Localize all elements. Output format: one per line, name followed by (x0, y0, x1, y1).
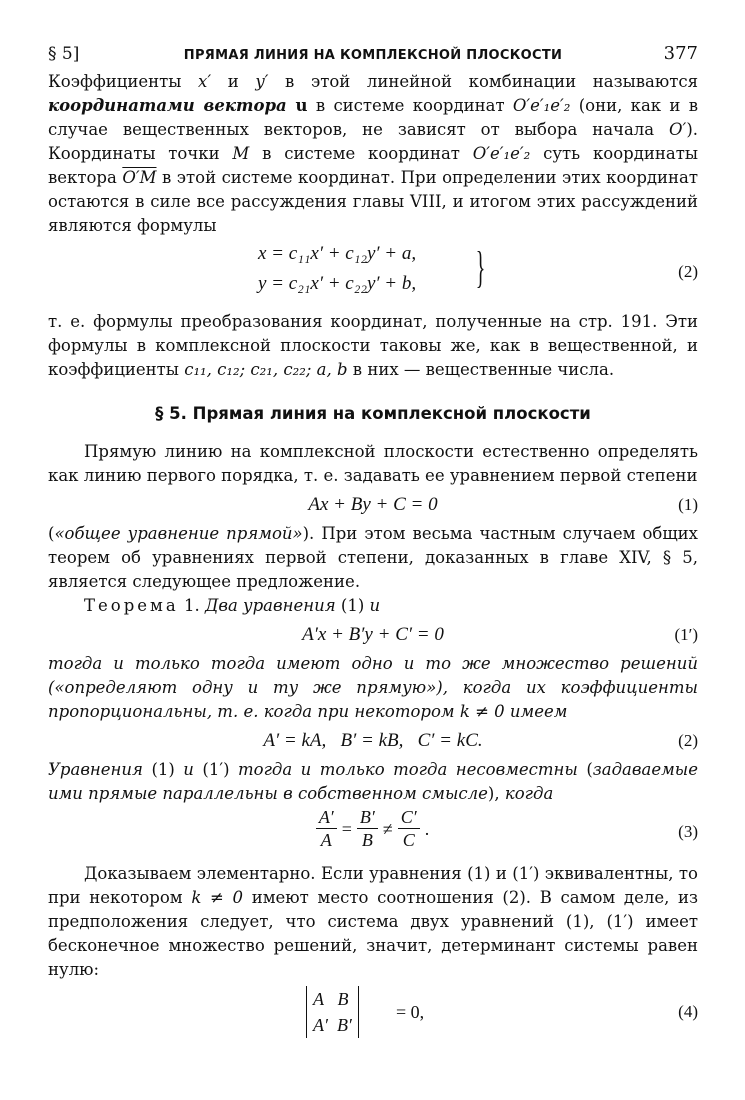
determinant: A B A′ B′ (306, 986, 359, 1038)
equation-2 (48, 724, 698, 758)
page-number: 377 (663, 43, 698, 64)
fraction: $\frac{A'}{A}$ (316, 806, 337, 851)
system-line-1: x = c₁₁x′ + c₁₂y′ + a, (258, 243, 417, 264)
equation-system-2 (48, 240, 698, 304)
system-line-2: y = c₂₁x′ + c₂₂y′ + b, (258, 273, 417, 294)
paragraph-definition: Прямую линию на комплексной плоскости естественно определять как линию первого порядка, т. е. задавать ее уравнением первой степени (48, 442, 698, 485)
paragraph-proof: Доказываем элементарно. Если уравнения (1) и (1′) эквивалентны, то при некотором k ≠ 0 имеют место соотношения (2). В самом деле, из предположения следует, что система двух уравнений (1), (1′) имеет бесконечное множество решений, значит, детерминант системы равен нулю: (48, 864, 699, 979)
equation-number: (1) (678, 495, 698, 514)
equals-zero: = 0, (396, 1002, 425, 1022)
equation-number: (4) (678, 1002, 698, 1021)
paragraph-general-equation: («общее уравнение прямой»). При этом весьма частным случаем общих теорем об уравнениях первой степени, доказанных в главе XIV, § 5, является следующее предложение. (48, 524, 698, 591)
equation-text: A′x + B′y + C′ = 0 (302, 624, 444, 645)
theorem-label: Теорема (84, 596, 179, 615)
equation-number: (3) (678, 822, 698, 841)
book-page (48, 30, 698, 1080)
paragraph-coordinates: Коэффициенты x′ и y′ в этой линейной комбинации называются координатами вектора u в системе координат O′e′₁e′₂ (они, как и в случае вещественных векторов, не зависят от выбора начала O′). Координаты точки M в системе координат O′e′₁e′₂ суть координаты вектора O′M в этой системе координат. При определении этих координат остаются в силе все рассуждения главы VIII, и итогом этих рассуждений являются формулы (48, 72, 699, 235)
equation-number: (2) (678, 262, 698, 281)
section-heading: § 5. Прямая линия на комплексной плоскости (155, 404, 591, 423)
theorem-statement-2: Уравнения (1) и (1′) тогда и только тогда несовместны (задаваемые ими прямые параллельны в собственном смысле), когда (48, 760, 698, 803)
fraction: $\frac{B'}{B}$ (357, 806, 378, 851)
fraction: $\frac{C'}{C}$ (398, 806, 420, 851)
equation-number: (2) (678, 731, 698, 750)
equation-text: Ax + By + C = 0 (308, 494, 438, 515)
equation-1 (48, 488, 698, 522)
equation-text: A′ = kA, B′ = kB, C′ = kC. (263, 730, 483, 751)
equation-3: $\frac{A'}{A}$ = $\frac{B'}{B}$ ≠ $\frac{C'}{C}$ . (3) (48, 806, 698, 862)
paragraph-transform: т. е. формулы преобразования координат, полученные на стр. 191. Эти формулы в комплексной плоскости таковы же, как в вещественной, и коэффициенты c₁₁, c₁₂; c₂₁, c₂₂; a, b в них — вещественные числа. (48, 312, 698, 379)
theorem-heading: Теорема 1. Два уравнения (1) и (84, 596, 381, 615)
equation-4 (48, 982, 698, 1044)
equation-number: (1′) (674, 625, 698, 644)
header-section-ref: § 5] (48, 44, 80, 64)
right-brace: } (475, 243, 486, 292)
equation-1-prime (48, 618, 698, 652)
header-title: ПРЯМАЯ ЛИНИЯ НА КОМПЛЕКСНОЙ ПЛОСКОСТИ (183, 48, 563, 63)
theorem-statement: тогда и только тогда имеют одно и то же множество решений («определяют одну и ту же прямую»), когда их коэффициенты пропорциональны, т. е. когда при некотором k ≠ 0 имеем (48, 654, 698, 721)
running-header (48, 30, 698, 70)
